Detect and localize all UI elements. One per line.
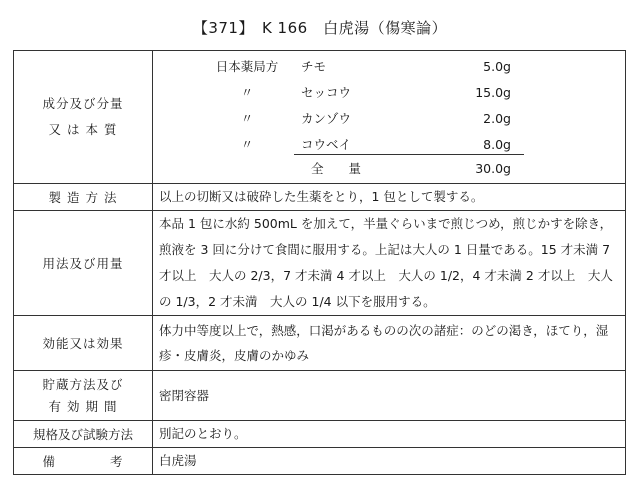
table-row-usage [14,211,626,316]
ingredient-name: カンゾウ [301,111,352,126]
table-row-efficacy [14,316,626,371]
ingredient-source: 〃 [240,85,254,100]
ingredient-row [153,55,625,79]
table-row-composition [14,51,626,184]
total-divider [294,154,524,155]
ingredient-amount: 5.0g [483,59,511,74]
composition-content [153,51,626,184]
table-row-standards [14,421,626,448]
table-row-storage [14,371,626,421]
ingredient-name: コウベイ [301,137,352,152]
ingredient-name: チモ [301,59,327,74]
manufacturing-text: 以上の切断又は破砕した生薬をとり，1 包として製する。 [153,184,626,211]
usage-label: 用法及び用量 [14,211,153,316]
ingredient-row [153,81,625,105]
table-row-remarks [14,448,626,475]
standards-text: 別記のとおり。 [153,421,626,448]
total-amount: 30.0g [475,161,511,176]
remarks-text: 白虎湯 [153,448,626,475]
ingredient-source: 〃 [240,137,254,152]
ingredient-amount: 8.0g [483,137,511,152]
storage-label [14,371,153,421]
remarks-label: 備 考 [14,448,153,475]
ingredient-amount: 2.0g [483,111,511,126]
total-row [153,157,625,181]
ingredient-source: 〃 [240,111,254,126]
ingredient-name: セッコウ [301,85,352,100]
efficacy-text: 体力中等度以上で，熱感，口渇があるものの次の諸症：のどの渇き，ほてり，湿疹・皮膚炎，皮膚のかゆみ [153,316,626,371]
composition-label-line: 又 は 本 質 [48,122,118,137]
total-label: 全 量 [311,161,362,176]
composition-label-line: 成分及び分量 [42,96,124,111]
table-row-manufacturing [14,184,626,211]
efficacy-label: 効能又は効果 [14,316,153,371]
storage-label-line: 貯蔵方法及び [42,376,124,392]
standards-label: 規格及び試験方法 [14,421,153,448]
manufacturing-label: 製 造 方 法 [14,184,153,211]
ingredient-row [153,107,625,131]
ingredient-source: 日本薬局方 [215,59,279,74]
page-title: 【371】 K 166 白虎湯（傷寒論） [192,19,448,37]
storage-label-line: 有 効 期 間 [48,398,118,414]
ingredient-amount: 15.0g [475,85,511,100]
ingredient-list [153,51,625,183]
composition-label [14,51,153,184]
spec-table [13,50,626,475]
usage-text: 本品 1 包に水約 500mL を加えて，半量ぐらいまで煎じつめ，煎じかすを除き，煎液を 3 回に分けて食間に服用する。上記は大人の 1 日量である。15 才未満 7 才以上 大人の 2/3，7 才未満 4 才以上 大人の 1/2，4 才未満 2 才以上 大人の 1/3，2 才未満 大人の 1/4 以下を服用する。 [153,211,626,316]
storage-text: 密閉容器 [153,371,626,421]
